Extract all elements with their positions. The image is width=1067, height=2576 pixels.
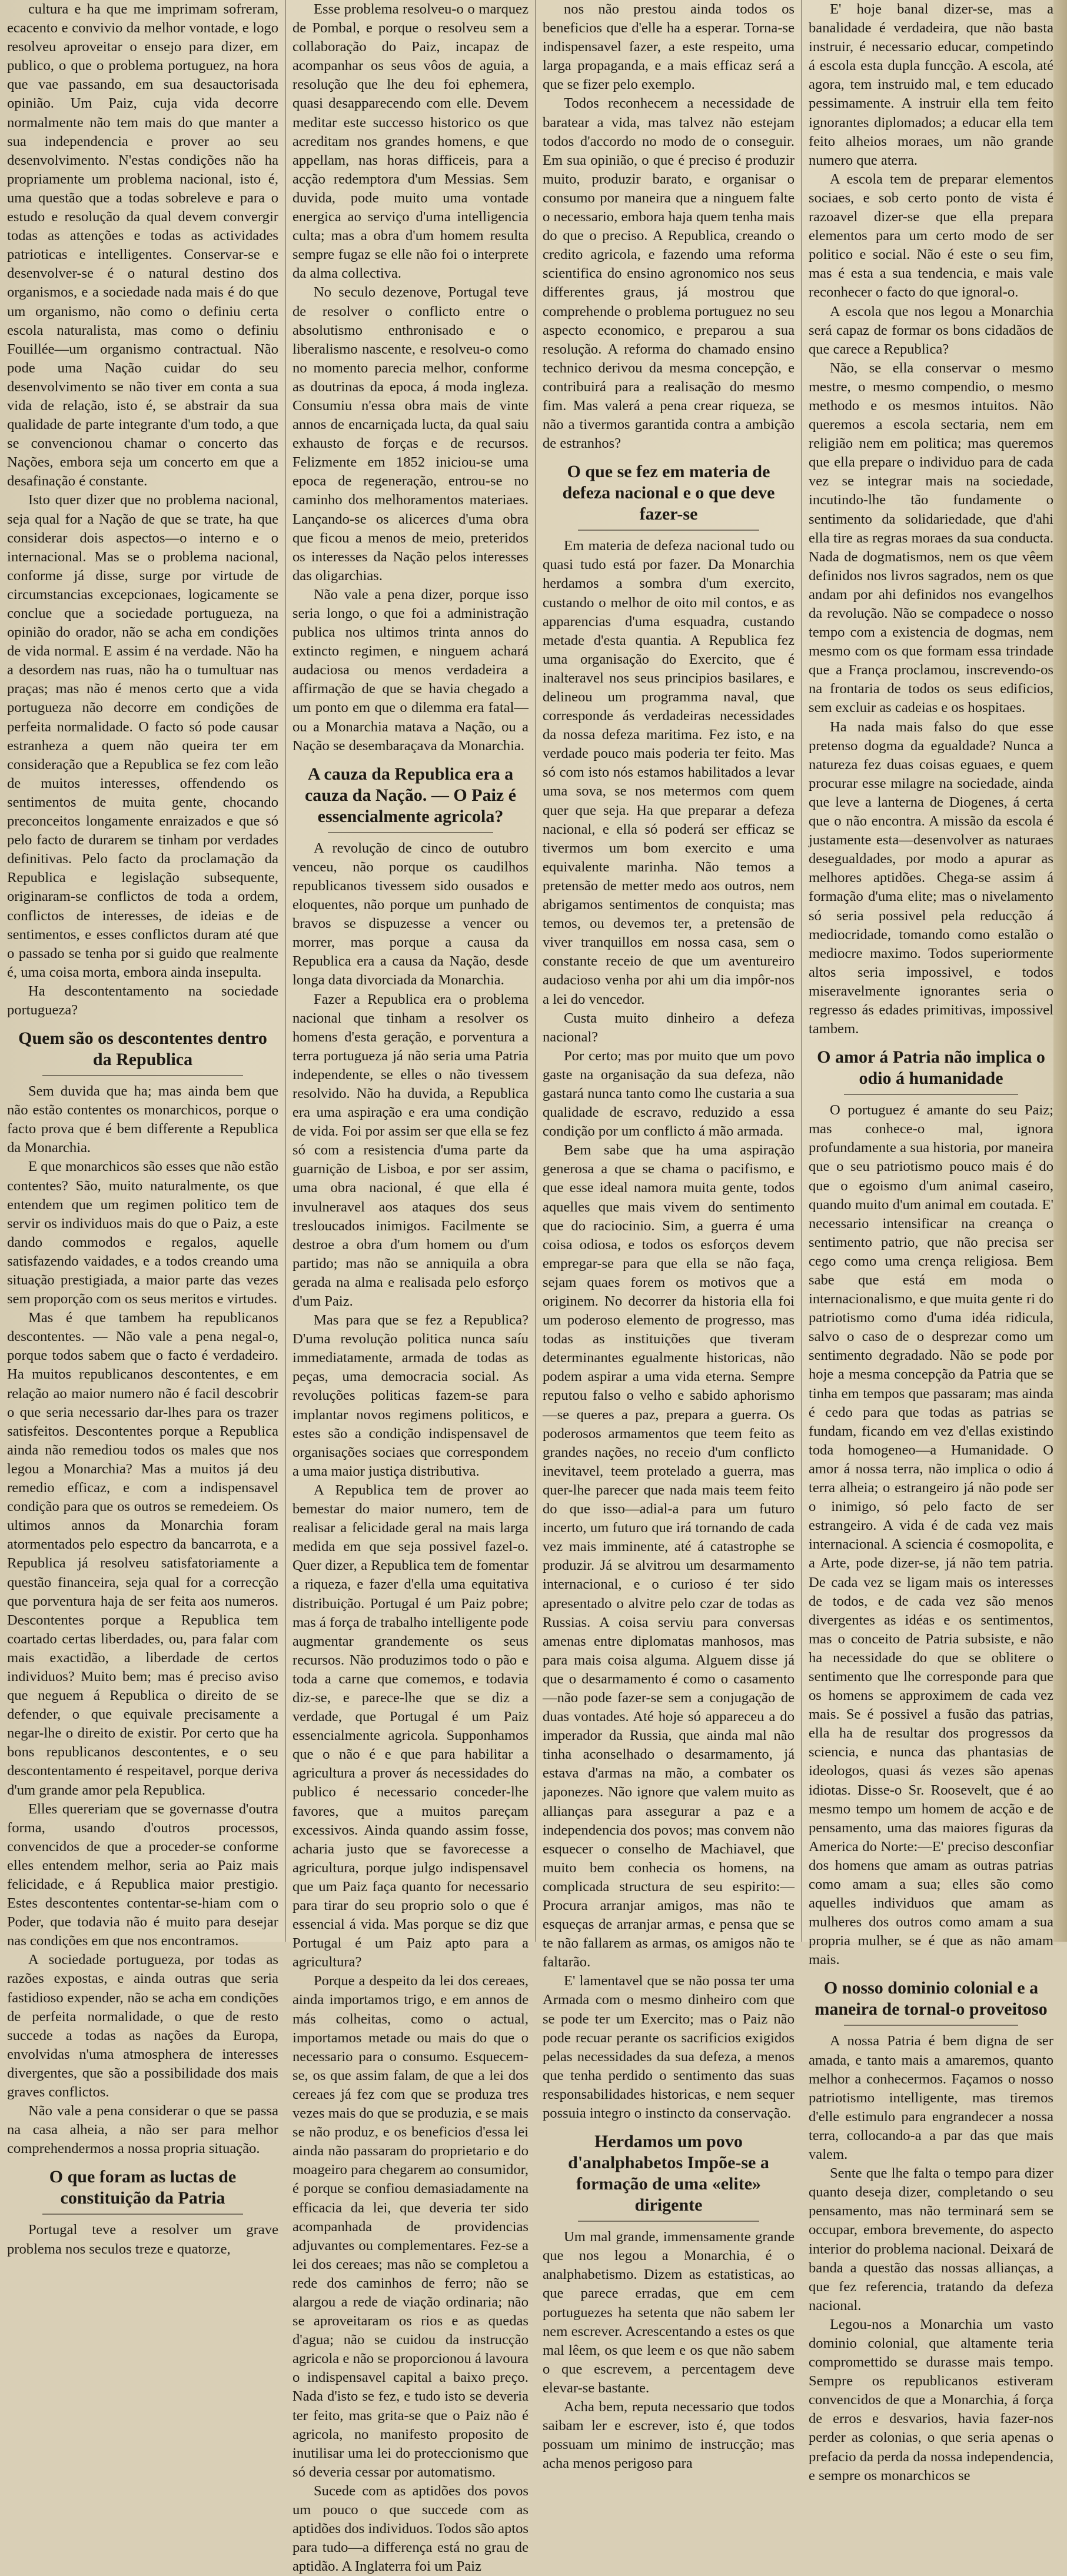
heading-rule bbox=[844, 2025, 1018, 2026]
paragraph: Bem sabe que ha uma aspiração generosa a que se chama o pacifismo, e que esse ideal namora muita gente, todos aquelles que mais vivem do sentimento que do raciocinio. Sim, a guerra é uma coisa odiosa, e todos os esforços devem empregar-se para que ella se não faça, sejam quaes forem os motivos que a originem. No decorrer da historia ella foi um poderoso elemento de progresso, mas todas as instituições que tiveram determinantes egualmente historicas, não podem aspirar a uma vida eterna. Sempre reputou falso o velho e sabido aphorismo—se queres a paz, prepara a guerra. Os poderosos armamentos que teem feito as grandes nações, no receio d'um conflicto inevitavel, teem protelado a guerra, mas quer-lhe parecer que nada mais teem feito do que isso—adial-a para um futuro incerto, um futuro que irá tornando de cada vez mais imminente, até á catastrophe se produzir. Já se alvitrou um desarmamento internacional, e o curioso é ter sido apresentado o alvitre pelo czar de todas as Russias. A coisa serviu para conversas amenas entre diplomatas manhosos, mas para mais coisa alguma. Alguem disse já que o desarmamento é como o casamento—não pode fazer-se sem a conjugação de duas vontades. Até hoje só appareceu a do imperador da Russia, que ainda mal não tinha aconselhado o desarmamento, já estava d'armas na mão, a combater os japonezes. Não ignore que valem muito as allianças para assegurar a paz e a independencia dos povos; mas convem não esquecer o conselho de Machiavel, que muito bem conhecia os homens, na complicada structura de seu espirito:—Procura arranjar amigos, mas não te esqueças de arranjar armas, e pensa que se te não fallarem as armas, os amigos não te faltarão. bbox=[543, 1142, 795, 1971]
heading-rule bbox=[578, 2221, 759, 2222]
paragraph: Portugal teve a resolver um grave problema nos seculos treze e quatorze, bbox=[7, 2222, 278, 2257]
paragraph: Não, se ella conservar o mesmo mestre, o mesmo compendio, o mesmo methodo e os mesmos intuitos. Não queremos a escola sectaria, nem em religião nem em politica; mas queremos que ella prepare o individuo para de cada vez se integrar mais na sociedade, incutindo-lhe tão fundamente o sentimento da solidariedade, que d'ahi ella tire as regras moraes da sua conducta. Nada de dogmatismos, nem os que vêem definidos nos livros sagrados, nem os que andam por ahi definidos nos evangelhos da revolução. Não se compadece o nosso tempo com a existencia de dogmas, nem mesmo com os que formam essa trindade que a França proclamou, inscrevendo-os na frontaria de todos os seus edificios, sem excluir as cadeias e os hospitaes. bbox=[809, 360, 1053, 716]
paragraph: No seculo dezenove, Portugal teve de resolver o conflicto entre o absolutismo enthronisado e o liberalismo nascente, e resolveu-o como no momento parecia melhor, conforme as doutrinas da epoca, á moda ingleza. Consumiu n'essa obra mais de vinte annos de encarniçada lucta, da qual saiu exhausto de forças e de recursos. Felizmente em 1852 iniciou-se uma epoca de regeneração, entrou-se no caminho dos melhoramentos materiaes. Lançando-se os alicerces d'uma obra que ficou a menos de meio, preteridos os interesses da Nação pelos interesses das oligarchias. bbox=[292, 284, 528, 584]
paragraph: Sucede com as aptidões dos povos um pouco o que succede com as aptidões dos individuos. Todos são aptos para tudo—a differença está no grau de aptidão. A Inglaterra foi um Paiz bbox=[292, 2482, 528, 2575]
section-heading: Quem são os descontentes dentro da Republica bbox=[18, 1029, 267, 1070]
paragraph: E' lamentavel que se não possa ter uma Armada com o mesmo dinheiro com que se pode ter um Exercito; mas o Paiz não pode recuar perante os sacrificios exigidos pelas necessidades da sua defeza, a menos que tenha perdido o sentimento das suas responsabilidades historicas, e nem sequer possuia integro o instincto da conservação. bbox=[543, 1973, 795, 2122]
paragraph: A sociedade portugueza, por todas as razões expostas, e ainda outras que seria fastidioso expender, não se acha em condições de perfeita normalidade, o que de resto succede a todas as nações da Europa, envolvidas n'uma atmosphera de interesses divergentes, que são a possibilidade dos mais graves conflictos. bbox=[7, 1952, 278, 2101]
paragraph: Ha descontentamento na sociedade portugueza? bbox=[7, 983, 278, 1018]
section-heading: A cauza da Republica era a cauza da Nação. — O Paiz é essencialmente agricola? bbox=[304, 764, 517, 826]
heading-rule bbox=[578, 530, 759, 531]
paragraph: Esse problema resolveu-o o marquez de Pombal, e porque o resolveu sem a collaboração do Paiz, incapaz de acompanhar os seus vôos de aguia, a resolução que lhe deu foi ephemera, quasi desapparecendo com elle. Devem meditar este successo historico os que acreditam nos grandes homens, e que appellam, nas horas difficeis, para a acção redemptora d'um Messias. Sem duvida, pode muito uma vontade energica ao serviço d'uma intelligencia culta; mas a obra d'um homem resulta sempre fugaz se elle não foi o interprete da alma collectiva. bbox=[292, 1, 528, 282]
paragraph: A escola que nos legou a Monarchia será capaz de formar os bons cidadãos de que carece a Republica? bbox=[809, 303, 1053, 357]
paragraph: O portuguez é amante do seu Paiz; mas conhece-o mal, ignora profundamente a sua historia, por maneira que o seu patriotismo pouco mais é do que o egoismo d'um animal caseiro, quando muito d'um animal em coutada. E' necessario intensificar na creança o sentimento patrio, que não precisa ser cego como uma crença religiosa. Bem sabe que está em moda o internacionalismo, e que muita gente ri do patriotismo como d'uma idéa ridicula, salvo o caso de o desprezar como um sentimento degradado. Não se pode por hoje a mesma concepção da Patria que se tinha em tempos que passaram; mas ainda é cedo para que todas as patrias se fundam, ficando em vez d'ellas existindo toda homogeneo—a Humanidade. O amor á nossa terra, não implica o odio á terra alheia; o estrangeiro já não pode ser o inimigo, só pelo facto de ser estrangeiro. A vida é de cada vez mais internacional. A sciencia é cosmopolita, e a Arte, pode dizer-se, já não tem patria. De cada vez se ligam mais os interesses de todos, e de cada vez são menos divergentes as idéas e os sentimentos, mas o conceito de Patria subsiste, e não ha necessidade do que se oblitere o sentimento que lhe corresponde para que os homens se approximem de cada vez mais. Se é possivel a fusão das patrias, ella ha de resultar dos progressos da sciencia, e nunca das phantasias de ideologos, quasi ás vezes são apenas idiotas. Disse-o Sr. Roosevelt, que é ao mesmo tempo um homem de acção e de pensamento, uma das maiores figuras da America do Norte:—E' preciso desconfiar dos homens que amam as outras patrias como amam a sua; elles são como aquelles individuos que amam as mulheres dos outros como amam a sua propria mulher, se é que as não amam mais. bbox=[809, 1102, 1053, 1968]
paragraph: cultura e ha que me imprimam sofreram, ecacento e convivio da melhor vontade, e logo resolveu aproveitar o ensejo para dizer, em publico, o que o problema portuguez, na hora que vae passando, em sua desauctorisada opinião. Um Paiz, cuja vida decorre normalmente não tem mais do que manter a sua independencia e prover ao seu desenvolvimento. N'estas condições não ha propriamente um problema nacional, isto é, uma questão que a todas sobreleve e para o estudo e resolução da qual devem convergir todas as attenções e todas as actividades patrioticas e intelligentes. Conservar-se e desenvolver-se é o natural destino dos organismos, e a sociedade nada mais é do que um organismo, não como o definiu certa escola naturalista, mas como o definiu Fouillée—um organismo contractual. Não pode uma Nação cuidar do seu desenvolvimento se não tiver em conta a sua vida de relação, isto é, se abstrair da sua qualidade de parte integrante d'um todo, a que se convencionou chamar o concerto das Nações, embora seja um concerto em que a desafinação é constante. bbox=[7, 1, 278, 490]
column-2 bbox=[285, 0, 536, 2575]
paragraph: Sente que lhe falta o tempo para dizer quanto deseja dizer, completando o seu pensamento, mas não terminará sem se occupar, embora brevemente, do aspecto interior do problema nacional. Deixará de banda a questão das nossas allianças, a que fez referencia, tratando da defeza nacional. bbox=[809, 2165, 1053, 2314]
section-heading: O amor á Patria não implica o odio á humanidade bbox=[817, 1047, 1045, 1089]
paragraph: Fazer a Republica era o problema nacional que tinham a resolver os homens d'esta geração, e porventura a terra portugueza já não seria uma Patria independente, se elles o não tivessem resolvido. Não ha duvida, a Republica era uma aspiração e era uma condição de vida. Foi por assim ser que ella se fez só com a resistencia d'uma parte da guarnição de Lisboa, e por ser assim, uma obra nacional, é que ella é invulneravel aos ataques dos seus tresloucados inimigos. Facilmente se destroe a obra d'um homem ou d'um partido; mas não se anniquila a obra gerada na alma e realisada pelo esforço d'um Paiz. bbox=[292, 991, 528, 1309]
heading-rule bbox=[42, 2214, 243, 2215]
paragraph: Mas é que tambem ha republicanos descontentes. — Não vale a pena negal-o, porque todos sabem que o facto é verdadeiro. Ha muitos republicanos descontentes, e em relação ao maior numero não é facil descobrir o que seria necessario dar-lhes para os trazer satisfeitos. Descontentes porque a Republica ainda não remediou todos os males que nos legou a Monarchia? Mas a muitos já deu remedio efficaz, e com a indispensavel condição para que os outros se remedeiem. Os ultimos annos da Monarchia foram atormentados pelo espectro da bancarrota, e a Republica já resolveu satisfatoriamente a questão financeira, seja qual for a correcção que porventura haja de ser feita aos numeros. Descontentes porque a Republica tem coartado certas liberdades, ou, para falar com mais exactidão, a liberdade de certos individuos? Muito bem; mas é preciso aviso que neguem á Republica o direito de se defender, o que equivale precisamente a negar-lhe o direito de existir. Por certo que ha bons republicanos descontentes, e o seu descontentamento é respeitavel, porque deriva d'um grande amor pela Republica. bbox=[7, 1310, 278, 1798]
heading-rule bbox=[42, 1075, 243, 1076]
paragraph: Não vale a pena considerar o que se passa na casa alheia, a não ser para melhor comprehendermos a nossa propria situação. bbox=[7, 2103, 278, 2157]
column-1 bbox=[0, 0, 285, 2257]
section-heading: O que foram as luctas de constituição da Patria bbox=[49, 2167, 237, 2208]
paragraph: Custa muito dinheiro a defeza nacional? bbox=[543, 1010, 795, 1045]
paragraph: Mas para que se fez a Republica? D'uma revolução politica nunca saíu immediatamente, armada de todas as peças, uma democracia social. As revoluções politicas fazem-se para implantar novos regimens politicos, e estes são a condição indispensavel de organisações sociaes que correspondem a uma maior justiça distributiva. bbox=[292, 1312, 528, 1479]
paragraph: Porque a despeito da lei dos cereaes, ainda importamos trigo, e em annos de más colheitas, como o actual, importamos metade ou mais do que o necessario para o consumo. Esquecem-se, os que assim falam, de que a lei dos cereaes já fez com que se produza tres vezes mais do que se produzia, e se mais se não produz, e os beneficios d'essa lei ainda não passaram do proprietario e do moageiro para chegarem ao consumidor, é porque se confiou demasiadamente na efficacia da lei, que deveria ter sido acompanhada de providencias adjuvantes ou complementares. Fez-se a lei dos cereaes; mas não se completou a rede dos caminhos de ferro; não se alargou a rede de viação ordinaria; não se aproveitaram os rios e as quedas d'agua; não se cuidou da instrucção agricola e não se proporcionou á lavoura o indispensavel capital a baixo preço. Nada d'isto se fez, e tudo isto se deveria ter feito, mas grita-se que o Paiz não é agricola, no manifesto proposito de inutilisar uma lei do proteccionismo que só deveria cessar por automatismo. bbox=[292, 1973, 528, 2480]
paragraph: Elles quereriam que se governasse d'outra forma, usando d'outros processos, convencidos de que a proceder-se conforme elles entendem melhor, seria ao Paiz mais felicidade, e á Republica maior prestigio. Estes descontentes contentar-se-hiam com o Poder, que todavia não é muito para desejar nas condições em que nos encontramos. bbox=[7, 1800, 278, 1949]
heading-rule bbox=[328, 832, 493, 833]
column-4 bbox=[802, 0, 1061, 2484]
heading-rule bbox=[844, 1094, 1018, 1095]
paragraph: A escola tem de preparar elementos sociaes, e sob certo ponto de vista é razoavel dizer-se que ella prepara elementos para um certo modo de ser politico e social. Não é este o seu fim, mas é esta a sua tendencia, e mais vale reconhecer o facto do que ignoral-o. bbox=[809, 171, 1053, 301]
paragraph: A nossa Patria é bem digna de ser amada, e tanto mais a amaremos, quanto melhor a conhecermos. Façamos o nosso patriotismo intelligente, mas tiremos d'elle estimulo para engrandecer a nossa terra, collocando-a a par das que mais valem. bbox=[809, 2033, 1053, 2163]
page-fold-edge bbox=[1053, 0, 1067, 1942]
paragraph: E que monarchicos são esses que não estão contentes? São, muito naturalmente, os que entendem que um regimen politico tem de servir os individuos mais do que o Paiz, a este dando commodos e regalos, aquelle satisfazendo vaidades, e a todos creando uma situação prestigiada, a maior parte das vezes sem proporção com os seus meritos e virtudes. bbox=[7, 1159, 278, 1307]
paragraph: Por certo; mas por muito que um povo gaste na organisação da sua defeza, não gastará nunca tanto como lhe custaria a sua qualidade de escravo, reduzido a essa condição por um conflicto á mão armada. bbox=[543, 1047, 795, 1140]
column-3 bbox=[536, 0, 802, 2472]
section-heading: Herdamos um povo d'analphabetos Impõe-se a formação de uma «elite» dirigente bbox=[568, 2132, 769, 2215]
paragraph: Em materia de defeza nacional tudo ou quasi tudo está por fazer. Da Monarchia herdamos a sombra d'um exercito, custando o melhor de oito mil contos, e as apparencias d'uma esquadra, custando metade d'esta quantia. A Republica fez uma organisação do Exercito, que é inalteravel nos seus principios basilares, e delineou um programma naval, que corresponde ás verdadeiras necessidades da nossa defeza maritima. Fez isto, e na verdade pouco mais poderia ter feito. Mas só com isto nós estamos habilitados a levar uma sova, se nos metermos com quem quer que seja. Ha que preparar a defeza nacional, e ella só poderá ser efficaz se tivermos um bom exercito e uma equivalente marinha. Não temos a pretensão de metter medo aos outros, nem abrigamos sentimentos de conquista; mas temos, ou devemos ter, a pretensão de viver tranquillos em nossa casa, sem o constante receio de que um aventureiro audacioso venha por ahi um dia impôr-nos a lei do vencedor. bbox=[543, 538, 795, 1007]
paragraph: Legou-nos a Monarchia um vasto dominio colonial, que altamente teria compromettido se durasse mais tempo. Sempre os republicanos estiveram convencidos de que a Monarchia, á força de erros e desvarios, havia fazer-nos perder as colonias, o que seria apenas o prefacio da perda da nossa independencia, e sempre os monarchicos se bbox=[809, 2316, 1053, 2484]
paragraph: Todos reconhecem a necessidade de baratear a vida, mas talvez não estejam todos d'accordo no modo de o conseguir. Em sua opinião, o que é preciso é produzir muito, produzir barato, e organisar o consumo por maneira que a ninguem falte o necessario, embora haja quem tenha mais do que o preciso. A Republica, creando o credito agricola, e fazendo uma reforma scientifica do ensino agronomico nos seus differentes graus, já mostrou que comprehende o problema portuguez no seu aspecto economico, e preparou a sua resolução. A reforma do chamado ensino technico derivou da mesma concepção, e contribuirá para a realisação do mesmo fim. Mas valerá a pena crear riqueza, se não a tivermos garantida contra a ambição de estranhos? bbox=[543, 95, 795, 452]
section-heading: O nosso dominio colonial e a maneira de tornal-o proveitoso bbox=[815, 1978, 1048, 2019]
paragraph: Sem duvida que ha; mas ainda bem que não estão contentes os monarchicos, porque o facto prova que é bem differente a Republica da Monarchia. bbox=[7, 1083, 278, 1156]
paragraph: A Republica tem de prover ao bemestar do maior numero, tem de realisar a felicidade geral na mais larga medida em que seja possivel fazel-o. Quer dizer, a Republica tem de fomentar a riqueza, e fazer d'ella uma equitativa distribuição. Portugal é um Paiz pobre; mas á força de trabalho intelligente pode augmentar grandemente os seus recursos. Não produzimos todo o pão e toda a carne que comemos, e todavia diz-se, e parece-lhe que se diz a verdade, que Portugal é um Paiz essencialmente agricola. Supponhamos que o não é e que para habilitar a agricultura a prover ás necessidades do publico é necessario conceder-lhe favores, que a muitos pareçam excessivos. Ainda quando assim fosse, acharia justo que se favorecesse a agricultura, porque julgo indispensavel que um Paiz faça quanto for necessario para tirar do seu proprio solo o que é essencial á vida. Mas porque se diz que Portugal é um Paiz apto para a agricultura? bbox=[292, 1482, 528, 1971]
paragraph: Um mal grande, immensamente grande que nos legou a Monarchia, é o analphabetismo. Dizem as estatisticas, ao que parece erradas, que em cem portuguezes ha setenta que não sabem ler nem escrever. Acrescentando a estes os que mal lêem, os que leem e os que não sabem o que escrevem, a percentagem deve elevar-se bastante. bbox=[543, 2229, 795, 2396]
paragraph: A revolução de cinco de outubro venceu, não porque os caudilhos republicanos tivessem sido ousados e eloquentes, não porque um punhado de bravos se dispuzesse a vencer ou morrer, mas porque a causa da Republica era a causa da Nação, desde longa data divorciada da Monarchia. bbox=[292, 840, 528, 989]
paragraph: E' hoje banal dizer-se, mas a banalidade é verdadeira, que não basta instruir, é necessario educar, competindo á escola esta dupla funcção. A escola, até agora, tem instruido mal, e tem educado pessimamente. A instruir ella tem feito ignorantes diplomados; a educar ella tem feito alheios moraes, um não grande numero que aterra. bbox=[809, 1, 1053, 168]
paragraph: Isto quer dizer que no problema nacional, seja qual for a Nação de que se trate, ha que considerar dois aspectos—o interno e o internacional. Mas se o problema nacional, conforme já disse, surge por virtude de circumstancias excepcionaes, logicamente se conclue que a sociedade portugueza, na opinião do orador, não se acha em condições de vida normal. E assim é na verdade. Não ha a desordem nas ruas, não ha o tumultuar nas praças; mas não é menos certo que a vida portugueza não decorre em condições de perfeita normalidade. O facto só pode causar estranheza a quem não queira ter em consideração que a Republica se fez com leão de muitos interesses, offendendo os sentimentos de muita gente, chocando preconceitos longamente enraizados e que só pelo facto de durarem se tinham por verdades definitivas. Pelo facto da proclamação da Republica e legislação subsequente, originaram-se conflictos de toda a ordem, conflictos de interesses, de ideias e de sentimentos, e esses conflictos duram até que o passado se tenha por si guido que realmente é, uma coisa morta, embora ainda insepulta. bbox=[7, 492, 278, 980]
section-heading: O que se fez em materia de defeza nacional e o que deve fazer-se bbox=[562, 462, 775, 524]
paragraph: Ha nada mais falso do que esse pretenso dogma da egualdade? Nunca a natureza fez duas coisas eguaes, e quem procurar esse milagre na sociedade, ainda que leve a lanterna de Diogenes, á certa que o não encontra. A missão da escola é justamente esta—desenvolver as naturaes desegualdades, por modo a apurar as melhores aptidões. Chega-se assim á formação d'uma elite; mas o nivelamento só seria possivel pela reducção á mediocridade, tomando como estalão o mediocre maximo. Todos superiormente altos seria impossivel, e todos miseravelmente ignorantes seria o regresso ás edades primitivas, impossivel tambem. bbox=[809, 718, 1053, 1037]
paragraph: nos não prestou ainda todos os beneficios que d'elle ha a esperar. Torna-se indispensavel fazer, a este respeito, uma larga propaganda, e a mais efficaz será a que se fizer pelo exemplo. bbox=[543, 1, 795, 93]
paragraph: Acha bem, reputa necessario que todos saibam ler e escrever, isto é, que todos possuam um minimo de instrucção; mas acha menos perigoso para bbox=[543, 2398, 795, 2472]
paragraph: Não vale a pena dizer, porque isso seria longo, o que foi a administração publica nos ultimos trinta annos do extincto regimen, e ninguem achará audaciosa ou menos verdadeira a affirmação de que se havia chegado a um ponto em que o dilemma era fatal—ou a Monarchia matava a Nação, ou a Nação se desembaraçava da Monarchia. bbox=[292, 586, 528, 754]
